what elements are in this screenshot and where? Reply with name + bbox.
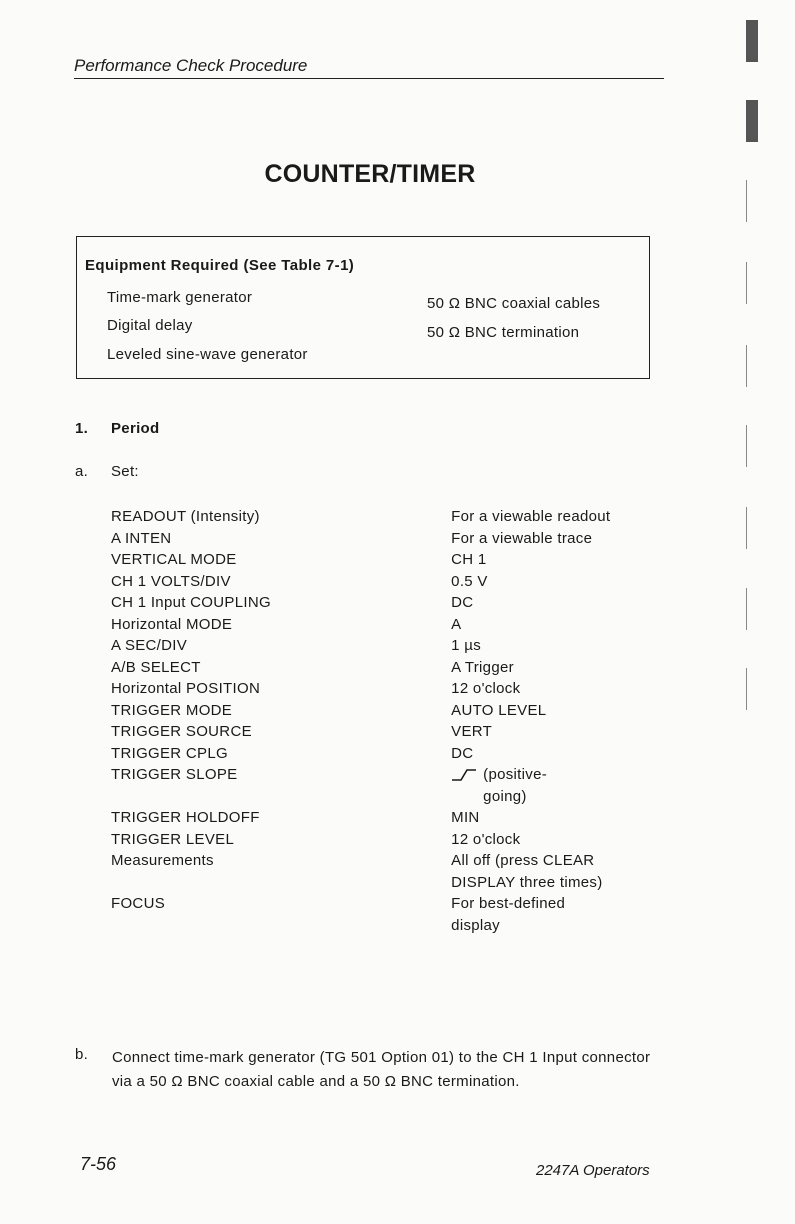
- setting-value: 12 o'clock: [451, 830, 521, 848]
- setting-value: DC: [451, 744, 474, 762]
- step-number: 1.: [75, 420, 89, 437]
- setting-row: [111, 721, 611, 743]
- setting-row: [111, 850, 611, 893]
- setting-control: TRIGGER SOURCE: [111, 723, 252, 740]
- edge-tab: [746, 180, 757, 222]
- setting-control: READOUT (Intensity): [111, 508, 260, 525]
- positive-slope-icon: [451, 768, 477, 782]
- setting-row: [111, 592, 611, 614]
- equipment-item: 50 Ω BNC coaxial cables: [427, 295, 601, 312]
- setting-value: All off (press CLEAR DISPLAY three times): [451, 852, 603, 891]
- setting-value: 0.5 V: [451, 572, 488, 590]
- edge-tab: [746, 588, 757, 630]
- edge-tab: [746, 668, 757, 710]
- equipment-item: 50 Ω BNC termination: [427, 324, 580, 341]
- setting-row: [111, 549, 611, 571]
- manual-title: 2247A Operators: [536, 1162, 650, 1179]
- substep-text: Connect time-mark generator (TG 501 Option 01) to the CH 1 Input connector via a 50 Ω BNC coaxial cable and a 50 Ω BNC termination.: [112, 1049, 651, 1090]
- page-title: COUNTER/TIMER: [264, 160, 476, 188]
- setting-value: (positive-going): [483, 766, 548, 805]
- setting-value: A: [451, 615, 462, 633]
- setting-value: MIN: [451, 809, 480, 826]
- setting-control: Horizontal POSITION: [111, 680, 261, 697]
- substep-letter: a.: [75, 463, 89, 480]
- setting-control: TRIGGER HOLDOFF: [111, 809, 260, 826]
- setting-control: Horizontal MODE: [111, 615, 233, 633]
- setting-value: 12 o'clock: [451, 680, 521, 697]
- setting-value: A Trigger: [451, 658, 514, 676]
- setting-row: [111, 678, 611, 700]
- equipment-title: Equipment Required (See Table 7-1): [85, 257, 355, 274]
- setting-value: For a viewable readout: [451, 508, 611, 525]
- setting-control: CH 1 Input COUPLING: [111, 594, 271, 611]
- setting-value: VERT: [451, 723, 493, 740]
- setting-value: For best-defined display: [451, 895, 566, 934]
- setting-row: [111, 571, 611, 593]
- setting-control: VERTICAL MODE: [111, 551, 237, 568]
- setting-row: [111, 807, 611, 829]
- setting-value-cell: [451, 764, 611, 807]
- setting-control: TRIGGER LEVEL: [111, 830, 235, 848]
- edge-tab: [746, 425, 757, 467]
- edge-tab: [746, 20, 758, 62]
- setting-row: [111, 764, 611, 807]
- equipment-item: Leveled sine-wave generator: [107, 346, 308, 363]
- setting-row: [111, 743, 611, 765]
- edge-tab: [746, 507, 757, 549]
- setting-control: TRIGGER MODE: [111, 701, 233, 719]
- setting-value: 1 µs: [451, 637, 482, 654]
- setting-control: FOCUS: [111, 895, 165, 912]
- setting-row: [111, 893, 611, 936]
- setting-value: DC: [451, 594, 474, 611]
- substep-label: Set:: [111, 463, 139, 480]
- setting-control: A/B SELECT: [111, 658, 201, 676]
- setting-control: A SEC/DIV: [111, 637, 188, 654]
- section-header: Performance Check Procedure: [74, 56, 664, 79]
- setting-control: A INTEN: [111, 529, 172, 547]
- settings-table: [111, 506, 611, 936]
- edge-tab: [746, 345, 757, 387]
- setting-value: For a viewable trace: [451, 529, 593, 547]
- setting-value: AUTO LEVEL: [451, 701, 547, 719]
- page-number: 7-56: [80, 1154, 117, 1174]
- setting-row: [111, 506, 611, 528]
- page-edge-tabs: [740, 0, 795, 1224]
- setting-control: CH 1 VOLTS/DIV: [111, 572, 231, 590]
- edge-tab: [746, 262, 757, 304]
- setting-row: [111, 528, 611, 550]
- step-title: Period: [111, 420, 160, 437]
- setting-control: Measurements: [111, 852, 214, 869]
- equipment-item: Digital delay: [107, 317, 193, 334]
- substep-letter: b.: [75, 1046, 89, 1063]
- equipment-box: [76, 236, 650, 379]
- setting-control: TRIGGER CPLG: [111, 744, 228, 762]
- setting-row: [111, 635, 611, 657]
- setting-control: TRIGGER SLOPE: [111, 766, 238, 783]
- setting-row: [111, 829, 611, 851]
- setting-row: [111, 614, 611, 636]
- equipment-item: Time-mark generator: [107, 289, 253, 306]
- setting-row: [111, 657, 611, 679]
- setting-value: CH 1: [451, 551, 487, 568]
- edge-tab: [746, 100, 758, 142]
- setting-row: [111, 700, 611, 722]
